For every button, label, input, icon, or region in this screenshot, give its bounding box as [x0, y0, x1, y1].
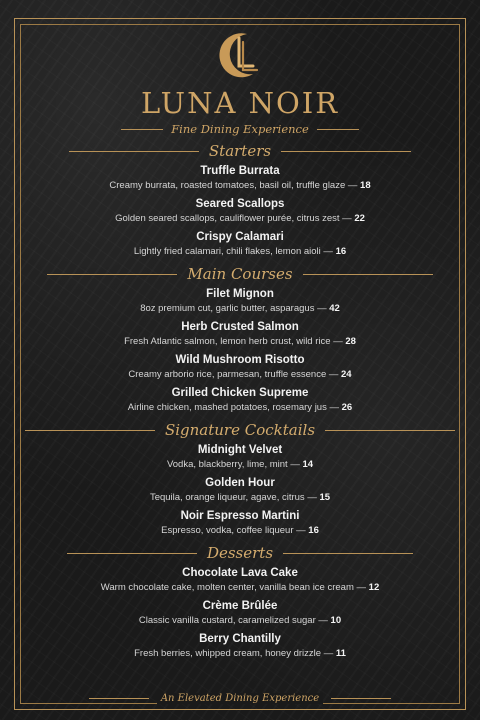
menu-item [24, 631, 456, 661]
item-price: 11 [335, 648, 346, 659]
section-header [24, 544, 456, 562]
divider-line [283, 553, 413, 554]
tagline: Fine Dining Experience [171, 122, 309, 136]
item-price: 26 [341, 402, 353, 413]
item-name: Noir Espresso Martini [180, 510, 300, 522]
item-description: Tequila, orange liqueur, agave, citrus — 15 [149, 492, 331, 503]
menu-item [24, 442, 456, 472]
item-price: 18 [360, 180, 371, 191]
footer-row [24, 693, 456, 704]
section-title: Desserts [206, 544, 274, 562]
item-name: Berry Chantilly [199, 633, 281, 645]
divider-line [121, 129, 163, 130]
item-description: Lightly fried calamari, chili flakes, lemon aioli — 16 [133, 246, 347, 257]
section-header [24, 265, 456, 283]
menu-sections [24, 142, 456, 661]
item-name: Chocolate Lava Cake [182, 567, 298, 579]
item-description: Creamy arborio rice, parmesan, truffle essence — 24 [128, 369, 352, 380]
divider-line [317, 129, 359, 130]
item-name: Crème Brûlée [202, 600, 278, 612]
menu-item [24, 475, 456, 505]
menu-item [24, 565, 456, 595]
divider-line [303, 274, 433, 275]
section-starters [24, 142, 456, 259]
item-price: 16 [335, 246, 347, 257]
divider-line [25, 430, 155, 431]
item-price: 15 [319, 492, 331, 503]
item-price: 12 [368, 582, 380, 593]
item-price: 14 [302, 459, 314, 470]
item-description: Warm chocolate cake, molten center, vanilla bean ice cream — 12 [100, 582, 380, 593]
item-name: Crispy Calamari [196, 231, 284, 243]
item-name: Seared Scallops [195, 198, 285, 210]
item-description: Creamy burrata, roasted tomatoes, basil oil, truffle glaze — 18 [109, 180, 371, 191]
divider-line [89, 698, 149, 699]
menu-item [24, 163, 456, 193]
section-desserts [24, 544, 456, 661]
item-price: 10 [330, 615, 342, 626]
item-price: 42 [329, 303, 340, 314]
item-name: Filet Mignon [206, 288, 274, 300]
restaurant-name: LUNA NOIR [140, 86, 340, 120]
section-signature-cocktails [24, 421, 456, 538]
menu-item [24, 319, 456, 349]
item-name: Wild Mushroom Risotto [175, 354, 305, 366]
item-name: Truffle Burrata [200, 165, 280, 177]
menu-item [24, 598, 456, 628]
divider-line [325, 430, 455, 431]
crescent-moon-logo-icon [217, 30, 263, 82]
divider-line [47, 274, 177, 275]
menu-item [24, 352, 456, 382]
menu-item [24, 508, 456, 538]
section-header [24, 142, 456, 160]
section-main-courses [24, 265, 456, 415]
divider-line [69, 151, 199, 152]
divider-line [67, 553, 197, 554]
item-price: 16 [308, 525, 319, 536]
menu-item [24, 229, 456, 259]
section-header [24, 421, 456, 439]
item-price: 24 [341, 369, 352, 380]
item-description: Espresso, vodka, coffee liqueur — 16 [161, 525, 319, 536]
item-name: Herb Crusted Salmon [181, 321, 299, 333]
item-price: 22 [354, 213, 365, 224]
item-price: 28 [345, 336, 356, 347]
item-description: 8oz premium cut, garlic butter, asparagus — 42 [140, 303, 340, 314]
section-title: Main Courses [187, 265, 293, 283]
divider-line [331, 698, 391, 699]
tagline-row [24, 122, 456, 136]
menu-item [24, 385, 456, 415]
menu-item [24, 196, 456, 226]
section-title: Starters [208, 142, 272, 160]
item-description: Classic vanilla custard, caramelized sugar — 10 [138, 615, 342, 626]
item-description: Airline chicken, mashed potatoes, rosemary jus — 26 [127, 402, 353, 413]
item-description: Fresh berries, whipped cream, honey drizzle — 11 [134, 648, 346, 659]
item-description: Vodka, blackberry, lime, mint — 14 [166, 459, 314, 470]
footer-tagline: An Elevated Dining Experience [157, 693, 323, 704]
item-name: Golden Hour [205, 477, 275, 489]
item-description: Golden seared scallops, cauliflower purée, citrus zest — 22 [115, 213, 365, 224]
menu-item [24, 286, 456, 316]
divider-line [281, 151, 411, 152]
item-name: Midnight Velvet [197, 444, 283, 456]
item-name: Grilled Chicken Supreme [171, 387, 309, 399]
item-description: Fresh Atlantic salmon, lemon herb crust, wild rice — 28 [124, 336, 356, 347]
section-title: Signature Cocktails [164, 421, 316, 439]
menu-content [24, 30, 456, 661]
